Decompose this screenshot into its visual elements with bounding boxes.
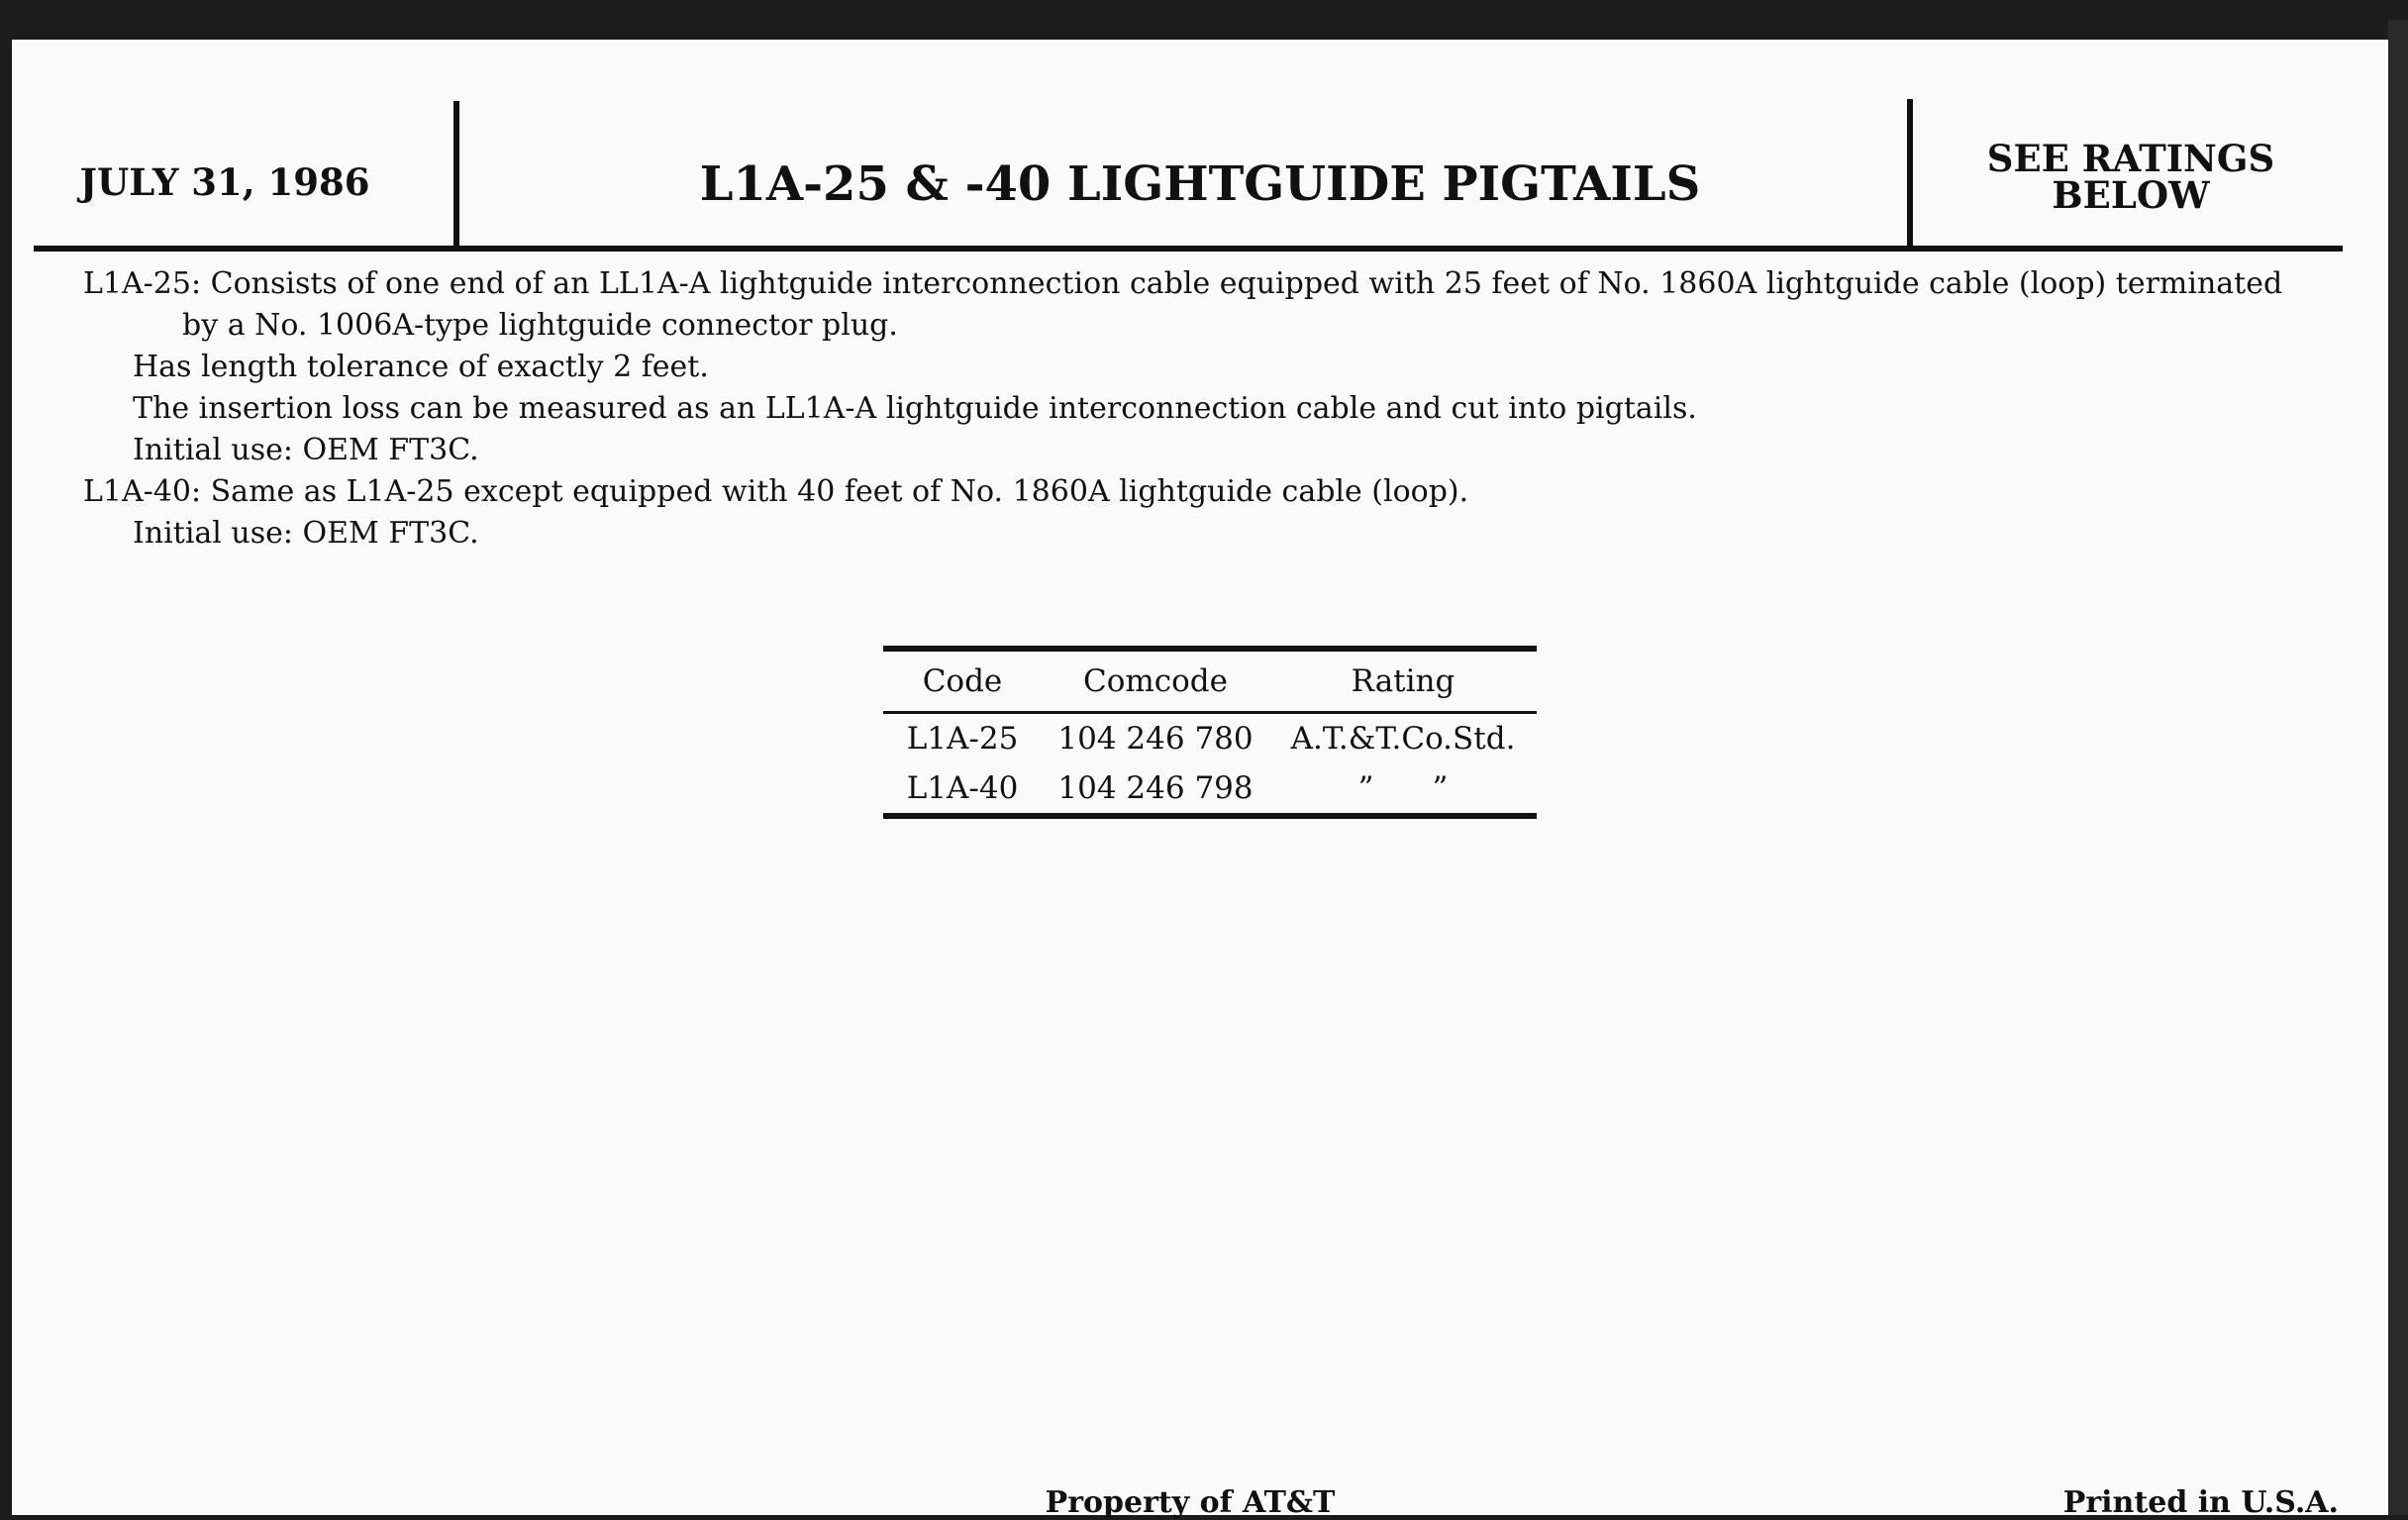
cell-code: L1A-40 (906, 770, 1019, 806)
description-block (83, 263, 2321, 555)
cell-rating: ” ” (1357, 770, 1449, 806)
cell-comcode: 104 246 798 (1057, 770, 1254, 806)
footer-printed: Printed in U.S.A. (2062, 1485, 2339, 1520)
footer-property: Property of AT&T (1045, 1485, 1336, 1520)
header-date: JULY 31, 1986 (79, 160, 370, 204)
rating-note-line-2: BELOW (2052, 173, 2210, 217)
header-divider-right (1907, 99, 1913, 250)
cell-comcode: 104 246 780 (1057, 721, 1254, 757)
column-header-rating: Rating (1351, 663, 1455, 699)
column-header-comcode: Comcode (1083, 663, 1228, 699)
cell-rating: A.T.&T.Co.Std. (1290, 721, 1516, 757)
table-header-row (883, 652, 1537, 714)
scan-edge (2388, 20, 2408, 1515)
document-page (12, 40, 2388, 1520)
l1a25-tolerance: Has length tolerance of exactly 2 feet. (133, 350, 709, 384)
header-divider-left (453, 101, 459, 250)
l1a25-initial-use: Initial use: OEM FT3C. (133, 433, 479, 467)
ratings-table (883, 646, 1537, 819)
l1a40-description: L1A-40: Same as L1A-25 except equipped with 40 feet of No. 1860A lightguide cable (loop). (83, 474, 1469, 509)
l1a40-initial-use: Initial use: OEM FT3C. (133, 516, 479, 551)
header-rule (34, 246, 2343, 252)
table-row (883, 763, 1537, 813)
header-rating-note (1933, 137, 2329, 217)
l1a25-description: L1A-25: Consists of one end of an LL1A-A lightguide interconnection cable equipped with 25 feet of No. 1860A lightguide cable (loop) terminated by a No. 1006A-type lightguide connector plug. (83, 266, 2283, 343)
page-title: L1A-25 & -40 LIGHTGUIDE PIGTAILS (699, 156, 1701, 212)
cell-code: L1A-25 (906, 721, 1019, 757)
table-row (883, 714, 1537, 763)
l1a25-insertion-loss: The insertion loss can be measured as an LL1A-A lightguide interconnection cable and cut into pigtails. (133, 391, 1697, 426)
column-header-code: Code (922, 663, 1003, 699)
rating-note-line-1: SEE RATINGS (1986, 137, 2275, 180)
